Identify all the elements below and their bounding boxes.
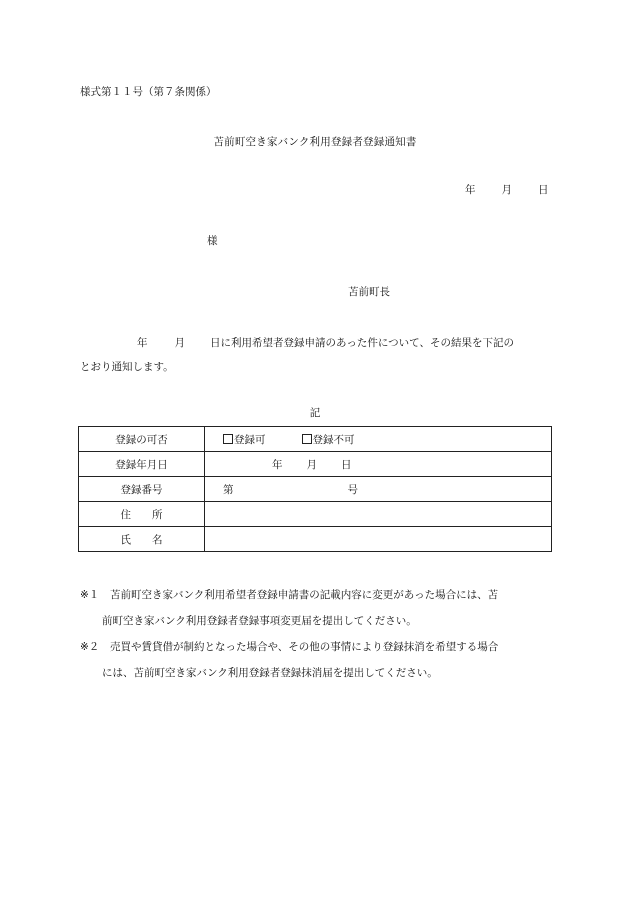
reg-date-month: 月: [306, 458, 317, 471]
note-2-line1: 売買や賃貸借が制約となった場合や、その他の事情により登録抹消を希望する場合: [110, 641, 499, 653]
issue-date-month: 月: [501, 184, 512, 196]
reg-date-year: 年: [272, 458, 283, 471]
reg-date-day: 日: [341, 458, 352, 471]
body-year: 年: [137, 337, 148, 349]
body-month: 月: [174, 337, 185, 349]
issue-date: [465, 182, 549, 197]
notice-body-line2: とおり通知します。: [80, 361, 174, 373]
reg-number-prefix: 第: [223, 483, 234, 496]
note-2: [80, 634, 555, 660]
note-1-line2: 前町空き家バンク利用登録者登録事項変更届を提出してください。: [102, 615, 417, 627]
value-registration-approval: [205, 427, 552, 452]
value-registration-date[interactable]: [205, 452, 552, 477]
label-name: 氏 名: [79, 527, 205, 552]
addressee: 様: [207, 235, 218, 247]
note-2-mark: ※２: [80, 641, 100, 653]
value-name[interactable]: [205, 527, 552, 552]
table-row: [79, 427, 552, 452]
table-row: [79, 477, 552, 502]
table-row: [79, 502, 552, 527]
ki-heading: 記: [309, 407, 321, 419]
issue-date-year: 年: [465, 184, 476, 196]
document-title: 苫前町空き家バンク利用登録者登録通知書: [213, 136, 417, 148]
table-row: [79, 527, 552, 552]
table-row: [79, 452, 552, 477]
reject-label: 登録不可: [312, 433, 355, 446]
value-address[interactable]: [205, 502, 552, 527]
note-2-line2: には、苫前町空き家バンク利用登録者登録抹消届を提出してください。: [102, 667, 438, 679]
label-registration-number: 登録番号: [79, 477, 205, 502]
sender: 苫前町長: [348, 286, 390, 298]
approve-checkbox[interactable]: [223, 432, 266, 447]
note-1-line1: 苫前町空き家バンク利用希望者登録申請書の記載内容に変更があった場合には、苫: [110, 589, 499, 601]
checkbox-icon: [223, 434, 233, 444]
label-address: 住 所: [79, 502, 205, 527]
note-1: [80, 582, 555, 608]
notice-body: [80, 331, 550, 379]
note-1-mark: ※１: [80, 589, 100, 601]
notice-body-line1: [80, 331, 550, 355]
notes: [80, 582, 555, 686]
approve-label: 登録可: [234, 433, 266, 446]
registration-table: [78, 426, 552, 552]
reg-number-suffix: 号: [347, 483, 358, 496]
issue-date-day: 日: [538, 184, 549, 196]
value-registration-number[interactable]: [205, 477, 552, 502]
label-registration-date: 登録年月日: [79, 452, 205, 477]
checkbox-icon: [302, 434, 312, 444]
label-registration-approval: 登録の可否: [79, 427, 205, 452]
reject-checkbox[interactable]: [302, 432, 355, 447]
form-number: 様式第１１号（第７条関係）: [80, 86, 217, 98]
body-line1-rest: 日に利用希望者登録申請のあった件について、その結果を下記の: [210, 337, 514, 349]
